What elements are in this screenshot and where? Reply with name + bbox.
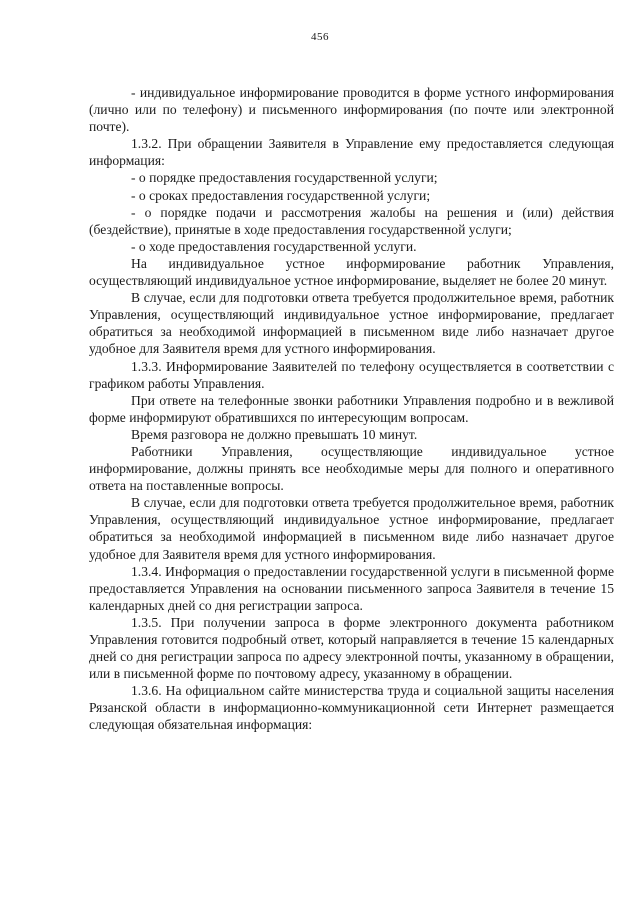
paragraph-long-answer-2: В случае, если для подготовки ответа требуется продолжительное время, работник Управления, осуществляющий индивидуальное устное информирование, предлагает обратиться за необходимой информацией в письменном виде либо назначает другое удобное для Заявителя время для устного информирования. [89,495,614,562]
paragraph-1-3-6: 1.3.6. На официальном сайте министерства труда и социальной защиты населения Рязанской области в информационно-коммуникационной сети Интернет размещается следующая обязательная информация: [89,683,614,733]
paragraph-phone-answers: При ответе на телефонные звонки работники Управления подробно и в вежливой форме информируют обратившихся по интересующим вопросам. [89,392,614,425]
paragraph-call-duration: Время разговора не должно превышать 10 минут. [131,426,418,442]
paragraph-individual-informing: - индивидуальное информирование проводится в форме устного информирования (лично или по телефону) и письменного информирования (по почте или электронной почте). [89,85,614,135]
paragraph-oral-time-limit: На индивидуальное устное информирование работник Управления, осуществляющий индивидуальное устное информирование, выделяет не более 20 минут. [89,255,614,289]
paragraph-1-3-2: 1.3.2. При обращении Заявителя в Управление ему предоставляется следующая информация: [89,136,614,169]
paragraph-1-3-5: 1.3.5. При получении запроса в форме электронного документа работником Управления готовится подробный ответ, который направляется в течение 15 календарных дней со дня регистрации запроса по адресу электронной почты, указанному в обращении, или в письменной форме по почтовому адресу, указанному в обращении. [89,614,614,682]
list-item-complaints: - о порядке подачи и рассмотрения жалобы на решения и (или) действия (бездействие), принятые в ходе предоставления государственной услуги; [89,204,614,237]
paragraph-1-3-4: 1.3.4. Информация о предоставлении государственной услуги в письменной форме предоставляется Управления на основании письменного запроса Заявителя в течение 15 календарных дней со дня регистрации запроса. [89,563,614,613]
list-item-terms: - о сроках предоставления государственной услуги; [131,187,431,203]
page-number: 456 [311,31,329,43]
paragraph-long-answer-1: В случае, если для подготовки ответа требуется продолжительное время, работник Управления, осуществляющий индивидуальное устное информирование, предлагает обратиться за необходимой информацией в письменном виде либо назначает другое удобное для Заявителя время для устного информирования. [89,290,614,357]
paragraph-1-3-3: 1.3.3. Информирование Заявителей по телефону осуществляется в соответствии с графиком работы Управления. [89,358,614,391]
document-body [89,84,614,734]
list-item-progress: - о ходе предоставления государственной услуги. [131,238,417,254]
list-item-order: - о порядке предоставления государственной услуги; [131,170,438,186]
paragraph-workers-measures: Работники Управления, осуществляющие индивидуальное устное информирование, должны принять все необходимые меры для полного и оперативного ответа на поставленные вопросы. [89,443,614,494]
